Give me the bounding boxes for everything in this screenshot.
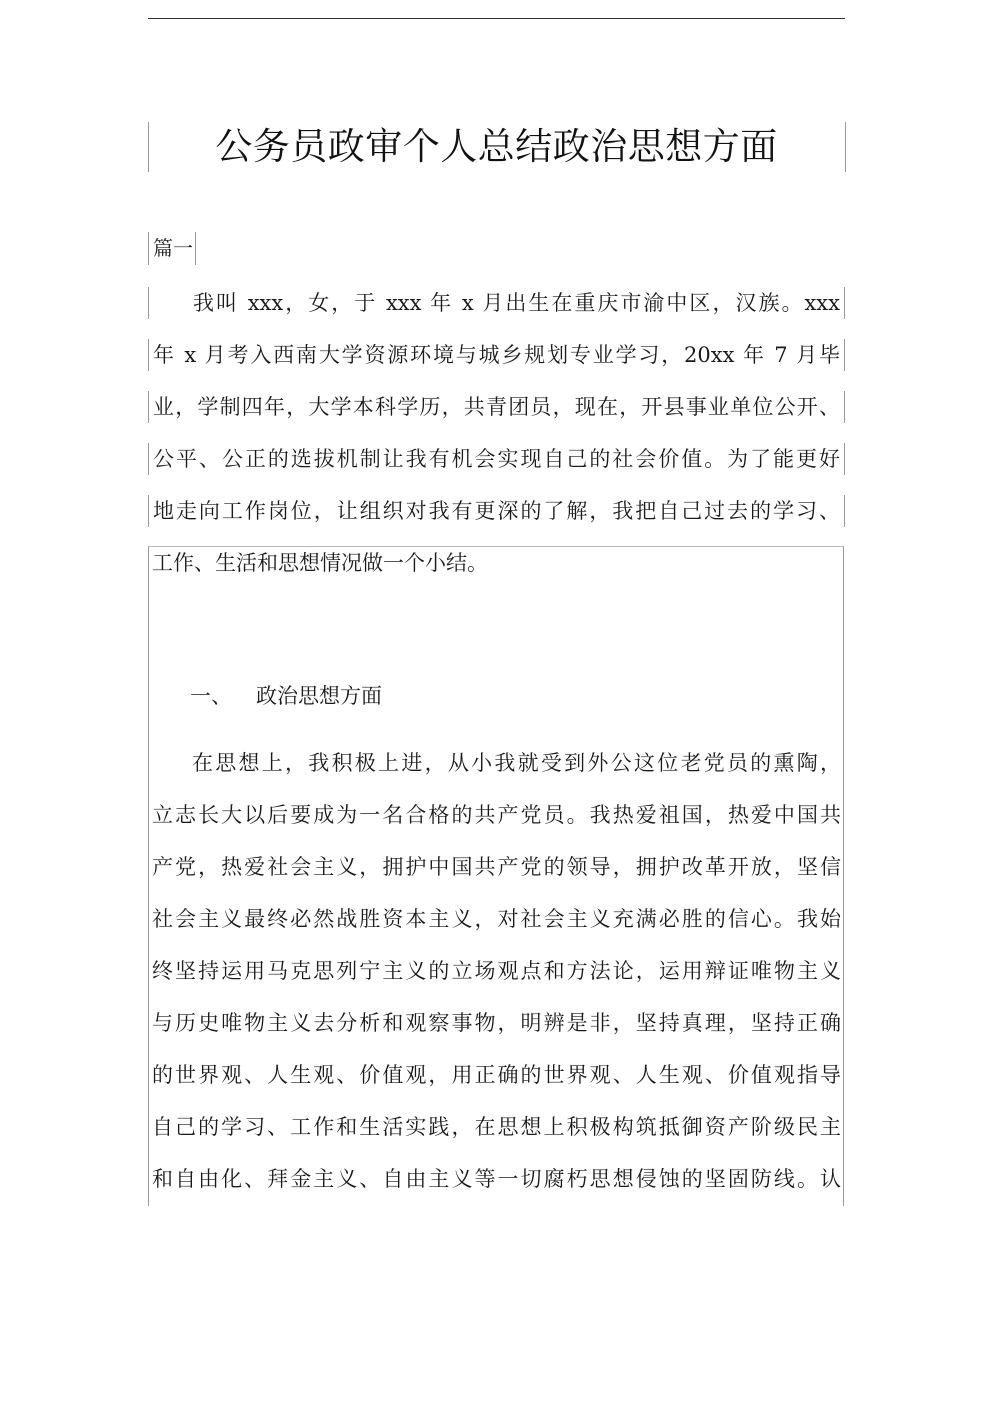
body-line: 和自由化、拜金主义、自由主义等一切腐朽思想侵蚀的坚固防线。认: [152, 1167, 841, 1191]
section-heading: [190, 680, 382, 712]
intro-line: 地走向工作岗位，让组织对我有更深的了解，我把自己过去的学习、: [148, 495, 845, 527]
top-rule: [148, 18, 845, 19]
intro-line: 年 x 月考入西南大学资源环境与城乡规划专业学习，20xx 年 7 月毕: [148, 339, 845, 371]
intro-line: 我叫 xxx，女，于 xxx 年 x 月出生在重庆市渝中区，汉族。xxx: [148, 287, 845, 319]
body-line: 的世界观、人生观、价值观，用正确的世界观、人生观、价值观指导: [152, 1063, 841, 1087]
intro-line: 工作、生活和思想情况做一个小结。: [152, 551, 488, 575]
body-line: 在思想上，我积极上进，从小我就受到外公这位老党员的熏陶，: [192, 751, 841, 775]
body-line: 社会主义最终必然战胜资本主义，对社会主义充满必胜的信心。我始: [152, 907, 841, 931]
page-title: 公务员政审个人总结政治思想方面: [215, 125, 778, 168]
section-heading-number: 一、: [190, 684, 232, 708]
piece-label: 篇一: [148, 232, 196, 265]
body-line: 与历史唯物主义去分析和观察事物，明辨是非，坚持真理，坚持正确: [152, 1011, 841, 1035]
body-line: 终坚持运用马克思列宁主义的立场观点和方法论，运用辩证唯物主义: [152, 959, 841, 983]
intro-line: 业，学制四年，大学本科学历，共青团员，现在，开县事业单位公开、: [148, 391, 845, 423]
body-line: 产党，热爱社会主义，拥护中国共产党的领导，拥护改革开放，坚信: [152, 855, 841, 879]
body-line: 自己的学习、工作和生活实践，在思想上积极构筑抵御资产阶级民主: [152, 1115, 841, 1139]
body-line: 立志长大以后要成为一名合格的共产党员。我热爱祖国，热爱中国共: [152, 803, 841, 827]
intro-line: 公平、公正的选拔机制让我有机会实现自己的社会价值。为了能更好: [148, 443, 845, 475]
section-heading-text: 政治思想方面: [256, 684, 382, 708]
